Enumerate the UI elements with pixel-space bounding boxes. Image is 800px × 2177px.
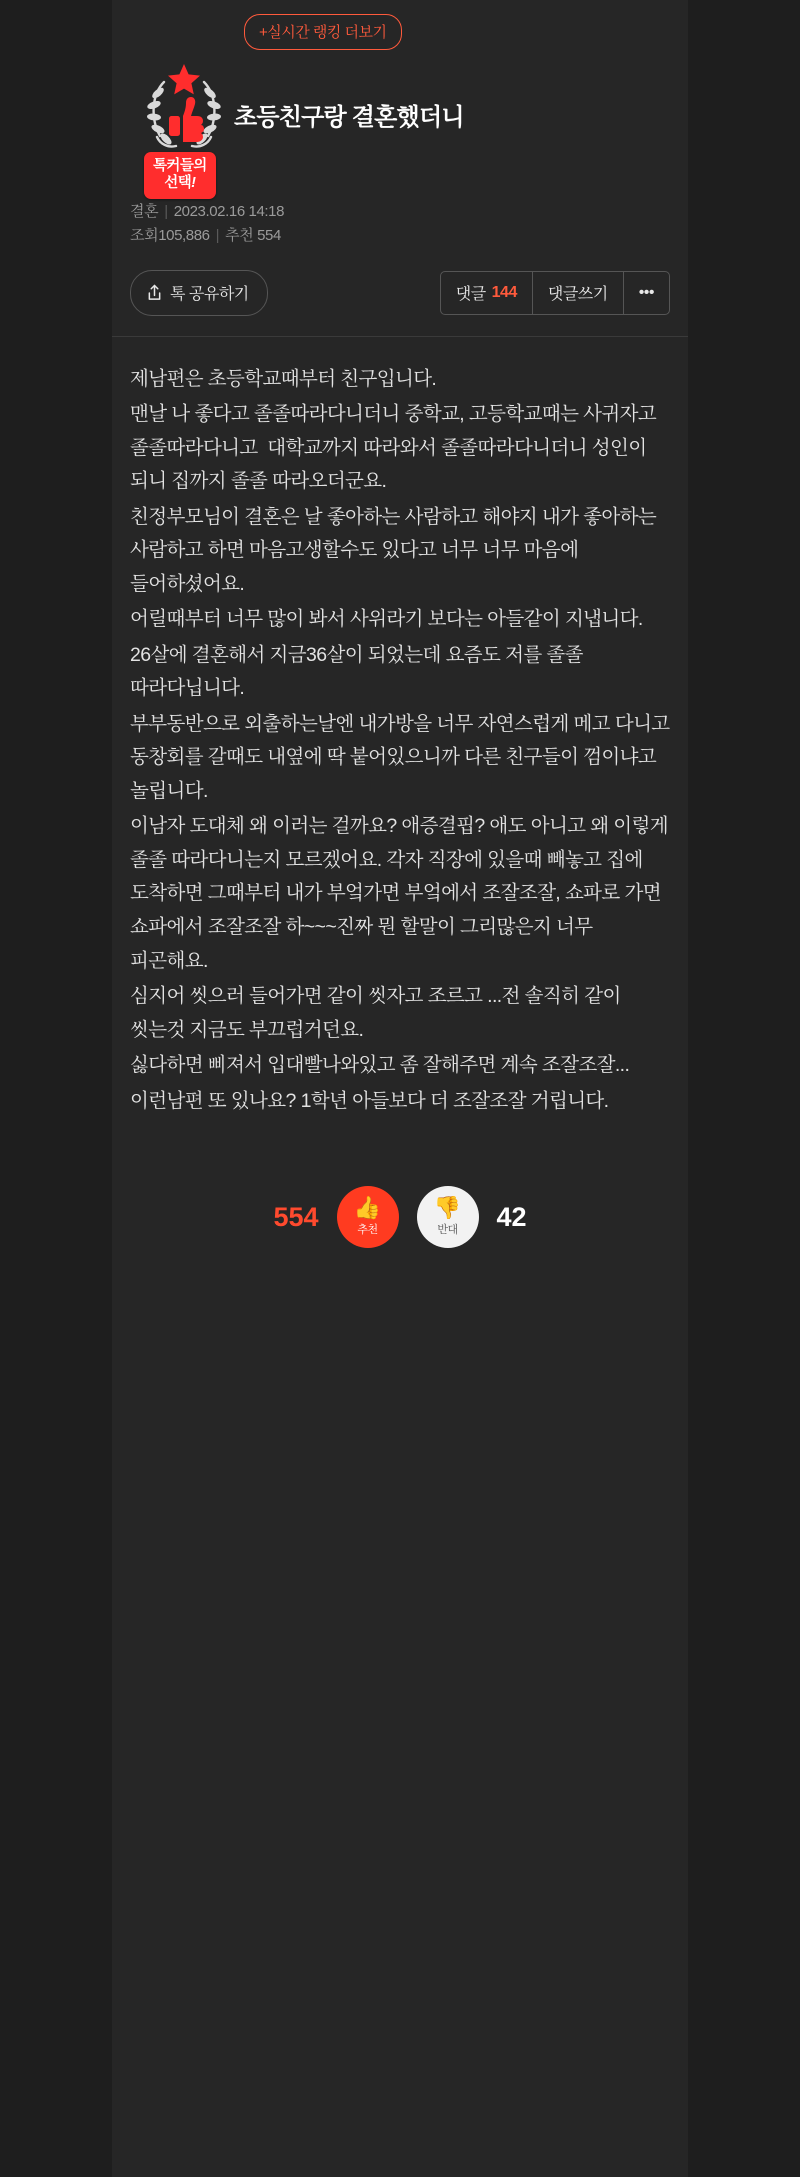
write-comment-label: 댓글쓰기	[547, 286, 608, 303]
write-comment-button[interactable]	[532, 272, 623, 314]
post-header	[112, 0, 688, 198]
downvote-button[interactable]	[417, 1186, 479, 1248]
views-label: 조회	[130, 227, 159, 245]
share-icon	[147, 284, 162, 301]
post-paragraph: 제남편은 초등학교때부터 친구입니다.	[130, 367, 437, 390]
editors-pick-badge	[144, 152, 216, 199]
downvote-label: 반대	[437, 1224, 458, 1237]
post-paragraph: 이런남편 또 있나요? 1학년 아들보다 더 조잘조잘 거립니다.	[130, 1089, 609, 1112]
post-paragraph: 심지어 씻으러 들어가면 같이 씻자고 조르고 ...전 솔직히 같이 씻는것 지금도 부끄럽거던요.	[130, 985, 626, 1041]
post-paragraph: 부부동반으로 외출하는날엔 내가방을 너무 자연스럽게 메고 다니고 동창회를 갈때도 내옆에 딱 붙어있으니까 다른 친구들이 껌이냐고 놀립니다.	[130, 712, 675, 802]
realtime-ranking-button[interactable]: +실시간 랭킹 더보기	[244, 14, 402, 50]
comments-button[interactable]	[441, 272, 532, 314]
thumbs-down-icon: 👎	[433, 1195, 462, 1221]
downvote-count: 42	[496, 1201, 527, 1232]
ranking-button-row	[130, 14, 670, 50]
post-body	[112, 337, 688, 1161]
post-paragraph: 싫다하면 삐져서 입대빨나와있고 좀 잘해주면 계속 조잘조잘...	[130, 1054, 630, 1077]
meta-row-2	[130, 224, 670, 247]
badge-area	[130, 58, 234, 198]
post-paragraph: 친정부모님이 결혼은 날 좋아하는 사람하고 해야지 내가 좋아하는 사람하고 하면 마음고생할수도 있다고 너무 너무 마음에 들어하셨어요.	[130, 505, 661, 595]
laurel-thumbs-up-icon	[138, 60, 230, 156]
thumbs-up-icon: 👍	[353, 1195, 382, 1221]
post-paragraph: 26살에 결혼해서 지금36살이 되었는데 요즘도 저를 졸졸 따라다닙니다.	[130, 643, 588, 700]
badge-line2: 선택	[164, 175, 192, 192]
post-meta	[112, 198, 688, 248]
action-bar	[112, 248, 688, 336]
meta-category: 결혼	[130, 203, 159, 220]
badge-mark: !	[191, 175, 196, 192]
page-title: 초등친구랑 결혼했더니	[234, 104, 464, 131]
meta-divider: |	[164, 203, 168, 220]
share-button-label: 톡 공유하기	[170, 285, 249, 303]
meta-divider-2: |	[215, 227, 220, 245]
recommend-label: 추천	[225, 227, 254, 245]
title-row	[130, 58, 670, 198]
post-paragraph: 어릴때부터 너무 많이 봐서 사위라기 보다는 아들같이 지냅니다.	[130, 608, 643, 631]
post-paragraph: 맨날 나 좋다고 졸졸따라다니더니 중학교, 고등학교때는 사귀자고 졸졸따라다니고 대학교까지 따라와서 졸졸따라다니더니 성인이 되니 집까지 졸졸 따라오더군요.	[130, 403, 661, 493]
views-count: 105,886	[158, 227, 210, 245]
meta-date: 2023.02.16 14:18	[173, 203, 285, 220]
post-paragraph: 이남자 도대체 왜 이러는 걸까요? 애증결핍? 애도 아니고 왜 이렇게 졸졸 따라다니는지 모르겠어요. 각자 직장에 있을때 빼놓고 집에 도착하면 그때부터 내가 부엌가면 부엌에서 조잘조잘, 쇼파로 가면 쇼파에서 조잘조잘 하~~~진짜 뭔 할말이 그리많은지 너무 피곤해요.	[130, 815, 673, 972]
more-options-button[interactable]	[623, 272, 669, 314]
comments-count: 144	[491, 283, 517, 301]
post-page	[112, 0, 688, 2177]
vote-bar	[112, 1160, 688, 1292]
recommend-count: 554	[257, 227, 281, 245]
action-group	[440, 271, 670, 315]
meta-row-1	[130, 200, 670, 223]
share-button[interactable]	[130, 270, 268, 316]
upvote-label: 추천	[357, 1224, 378, 1237]
upvote-button[interactable]	[337, 1186, 399, 1248]
badge-line1: 톡커들의	[153, 158, 207, 174]
more-icon: •••	[638, 283, 654, 301]
comments-label: 댓글	[455, 286, 486, 303]
upvote-count: 554	[273, 1201, 319, 1232]
